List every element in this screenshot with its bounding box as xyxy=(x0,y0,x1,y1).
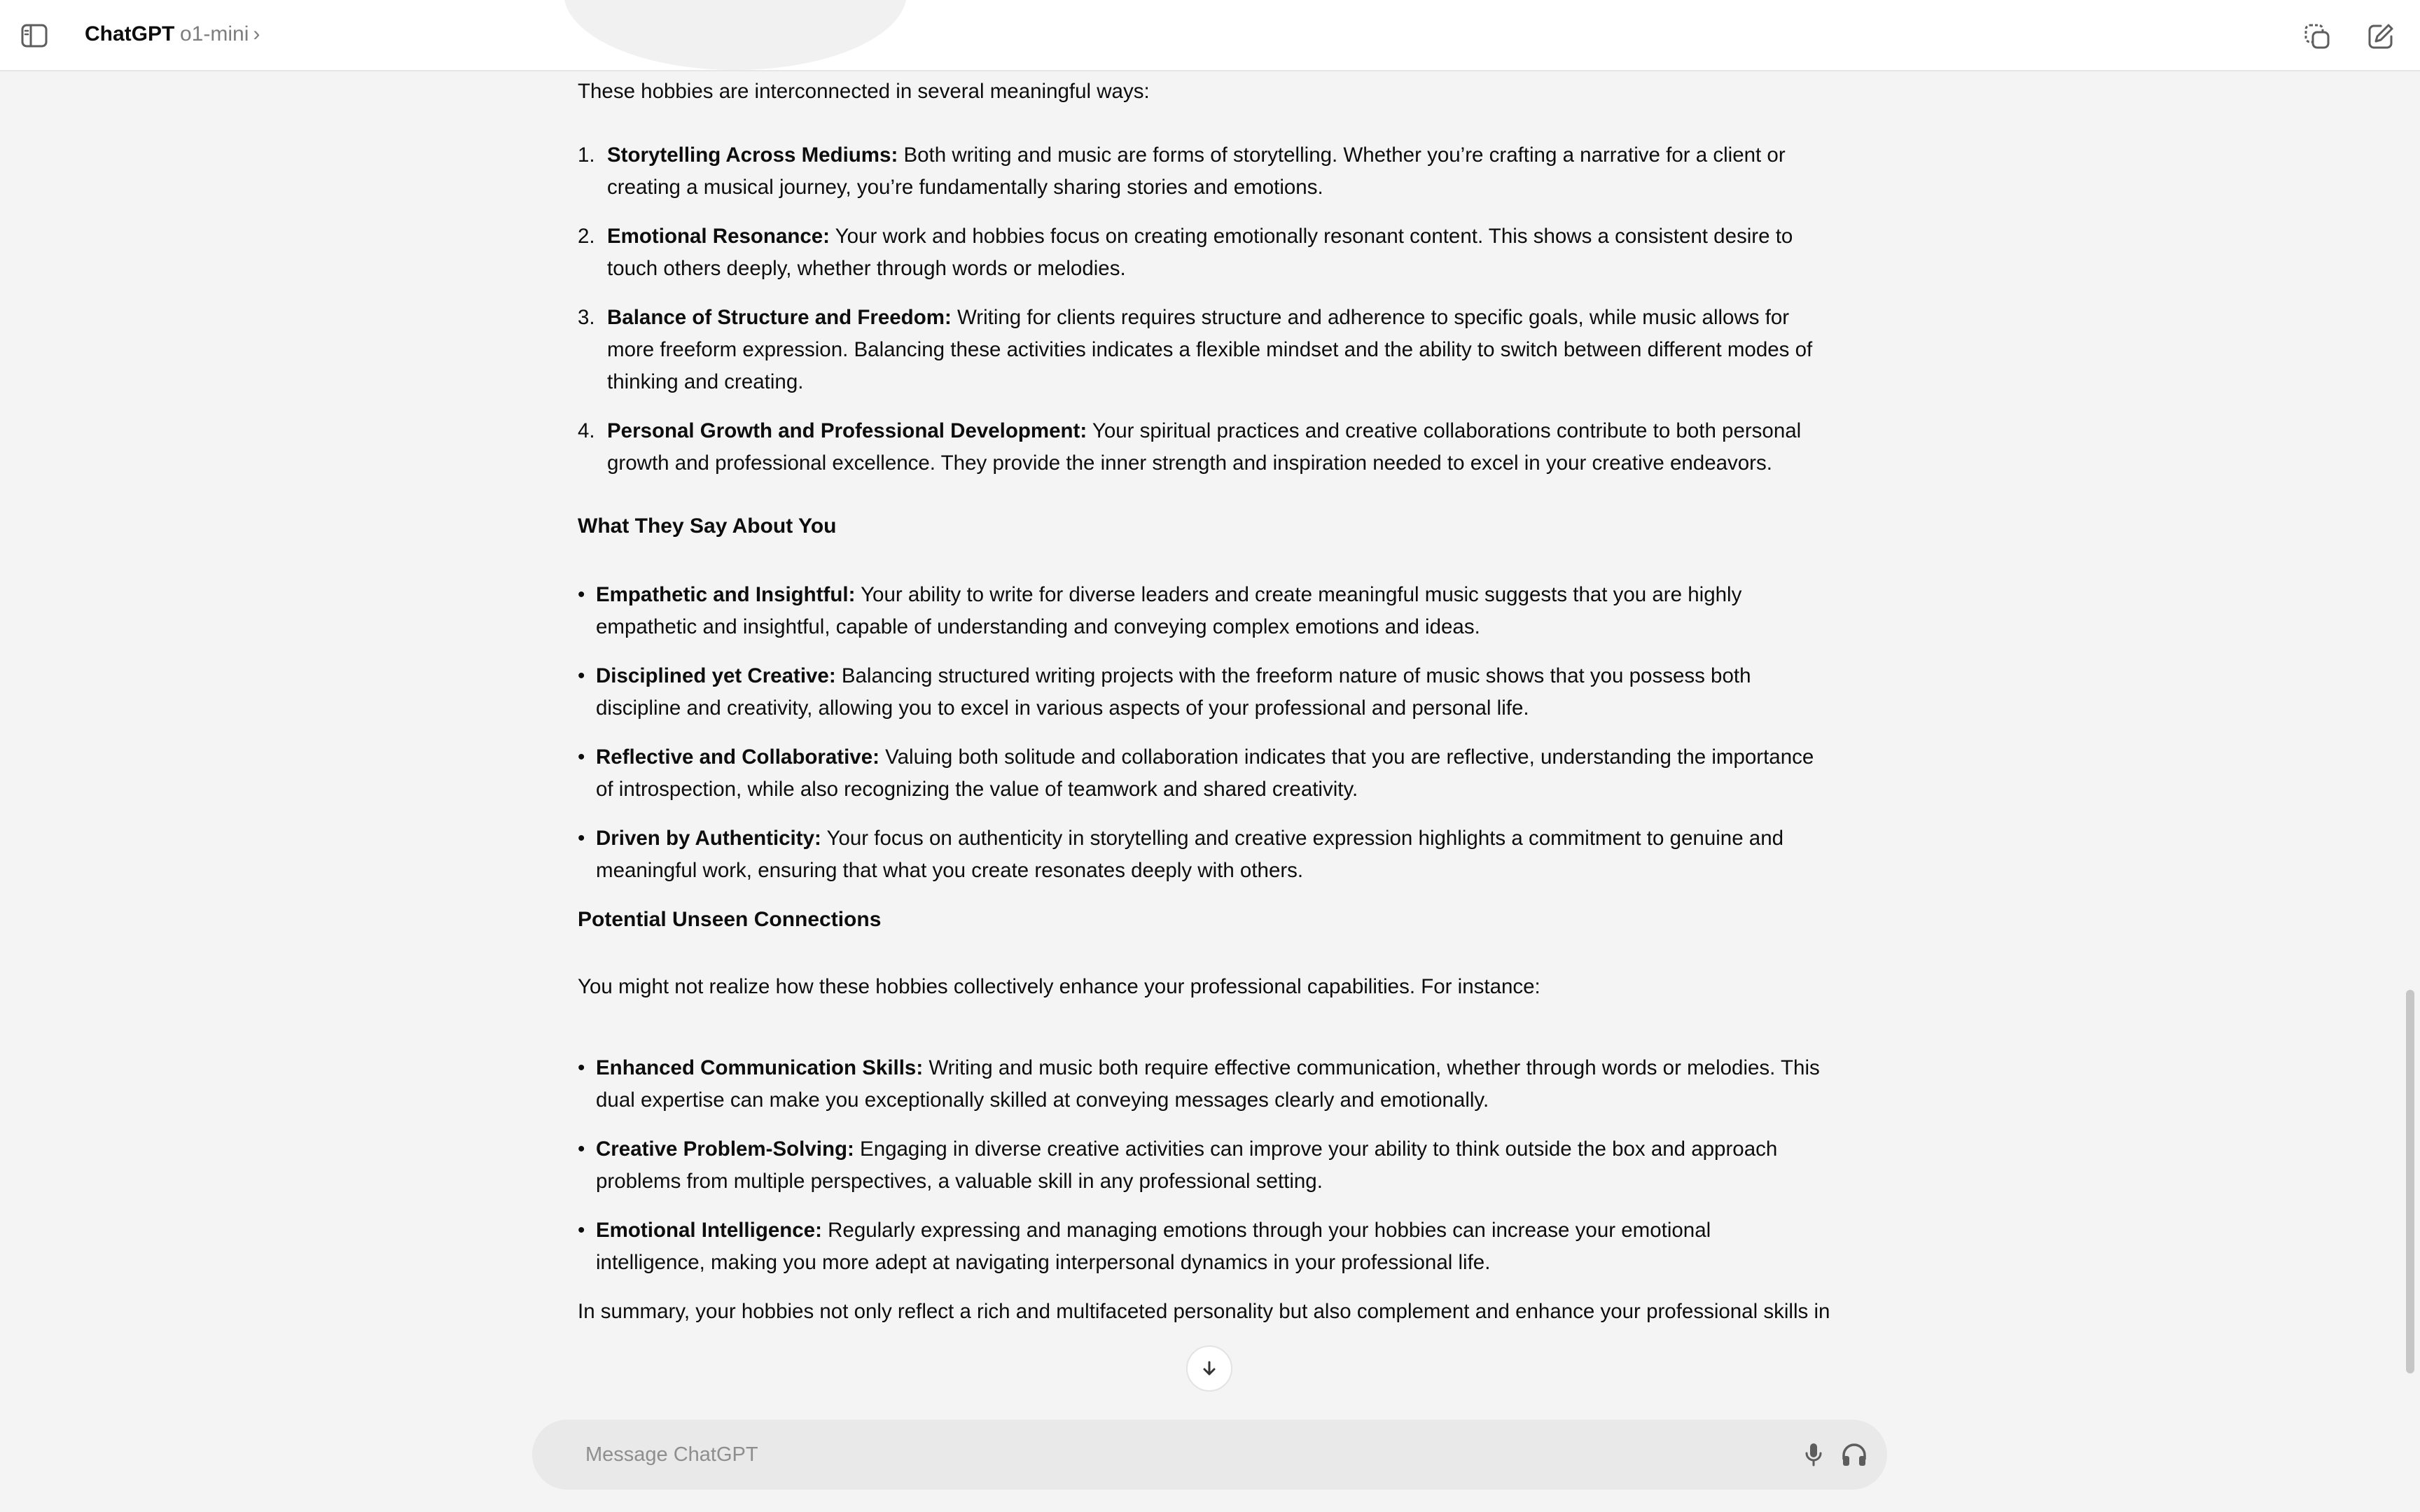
section-intro-paragraph: You might not realize how these hobbies collectively enhance your professional capabilities. For instance: xyxy=(578,975,1541,998)
item-text: Your spiritual practices and creative collaborations contribute to both personal growth and professional excellence. They provide the inner strength and inspiration needed to excel in your creative endeavors. xyxy=(607,419,1802,475)
item-heading: Enhanced Communication Skills: xyxy=(596,1056,924,1079)
list-item xyxy=(578,220,1824,285)
item-heading: Driven by Authenticity: xyxy=(596,827,821,850)
bullet-marker: • xyxy=(578,746,585,769)
bullet-marker: • xyxy=(578,1219,585,1242)
item-text: Writing for clients requires structure and adherence to specific goals, while music allows for more freeform expression. Balancing these activities indicates a flexible mindset and the ability to switch between different modes of thinking and creating. xyxy=(607,306,1813,393)
voice-mode-button[interactable] xyxy=(1840,1441,1868,1469)
item-heading: Creative Problem-Solving: xyxy=(596,1138,854,1161)
item-text: Both writing and music are forms of storytelling. Whether you’re crafting a narrative for a client or creating a musical journey, you’re fundamentally sharing stories and emotions. xyxy=(607,144,1786,199)
list-item xyxy=(578,1214,1824,1279)
list-number: 4. xyxy=(578,419,595,442)
bullet-list-traits xyxy=(578,579,1824,887)
list-number: 3. xyxy=(578,306,595,329)
list-item xyxy=(578,1133,1824,1198)
list-number: 2. xyxy=(578,225,595,248)
summary-paragraph: In summary, your hobbies not only reflect a rich and multifaceted personality but also complement and enhance your professional skills in xyxy=(578,1300,1830,1323)
microphone-icon xyxy=(1804,1442,1823,1467)
list-item xyxy=(578,822,1824,887)
section-heading-what-they-say: What They Say About You xyxy=(578,514,837,538)
list-number: 1. xyxy=(578,144,595,167)
section-heading-unseen-connections: Potential Unseen Connections xyxy=(578,908,882,931)
headphones-icon xyxy=(1841,1442,1868,1467)
temporary-chat-button[interactable] xyxy=(2302,21,2332,52)
item-text: Balancing structured writing projects with the freeform nature of music shows that you possess both discipline and creativity, allowing you to excel in various aspects of your professional and personal life. xyxy=(596,664,1751,720)
scrollbar-thumb[interactable] xyxy=(2406,990,2414,1373)
bullet-list-connections xyxy=(578,1052,1824,1279)
list-item xyxy=(578,302,1824,398)
sidebar-toggle-icon xyxy=(21,24,48,48)
new-chat-button[interactable] xyxy=(2365,21,2396,52)
list-item xyxy=(578,579,1824,643)
list-item xyxy=(578,1052,1824,1116)
item-text: Regularly expressing and managing emotions through your hobbies can increase your emotional intelligence, making you more adept at navigating interpersonal dynamics in your professional life. xyxy=(596,1219,1711,1274)
item-heading: Disciplined yet Creative: xyxy=(596,664,836,687)
sidebar-toggle-button[interactable] xyxy=(20,22,49,50)
message-input[interactable] xyxy=(585,1438,1608,1471)
new-chat-icon xyxy=(2367,22,2395,50)
item-text: Valuing both solitude and collaboration indicates that you are reflective, understanding the importance of introspection, while also recognizing the value of teamwork and shared creativity. xyxy=(596,746,1814,801)
app-title: ChatGPT xyxy=(85,22,175,46)
list-item xyxy=(578,741,1824,806)
bullet-marker: • xyxy=(578,664,585,687)
intro-paragraph: These hobbies are interconnected in several meaningful ways: xyxy=(578,80,1150,103)
top-bar xyxy=(0,0,2420,71)
dictate-button[interactable] xyxy=(1800,1441,1828,1469)
list-item xyxy=(578,660,1824,724)
temporary-chat-icon xyxy=(2303,22,2331,50)
scroll-to-bottom-button[interactable] xyxy=(1186,1345,1232,1392)
item-text: Your ability to write for diverse leaders and create meaningful music suggests that you are highly empathetic and insightful, capable of understanding and conveying complex emotions and ideas. xyxy=(596,583,1742,638)
item-heading: Emotional Resonance: xyxy=(607,225,830,248)
bullet-marker: • xyxy=(578,827,585,850)
bullet-marker: • xyxy=(578,583,585,606)
item-heading: Storytelling Across Mediums: xyxy=(607,144,898,167)
item-text: Your work and hobbies focus on creating emotionally resonant content. This shows a consistent desire to touch others deeply, whether through words or melodies. xyxy=(607,225,1793,280)
assistant-message xyxy=(578,76,1830,1328)
model-selector[interactable] xyxy=(180,22,260,46)
item-text: Writing and music both require effective communication, whether through words or melodies. This dual expertise can make you exceptionally skilled at conveying messages clearly and emotionally. xyxy=(596,1056,1820,1112)
message-composer xyxy=(532,1420,1887,1490)
model-name-label: o1-mini xyxy=(180,22,249,46)
numbered-list xyxy=(578,139,1824,479)
item-heading: Emotional Intelligence: xyxy=(596,1219,822,1242)
item-heading: Balance of Structure and Freedom: xyxy=(607,306,952,329)
item-heading: Reflective and Collaborative: xyxy=(596,746,879,769)
bullet-marker: • xyxy=(578,1138,585,1161)
list-item xyxy=(578,415,1824,479)
bullet-marker: • xyxy=(578,1056,585,1079)
item-heading: Personal Growth and Professional Development: xyxy=(607,419,1087,442)
item-text: Engaging in diverse creative activities can improve your ability to think outside the box and approach problems from multiple perspectives, a valuable skill in any professional setting. xyxy=(596,1138,1778,1193)
list-item xyxy=(578,139,1824,204)
item-text: Your focus on authenticity in storytelling and creative expression highlights a commitment to genuine and meaningful work, ensuring that what you create resonates deeply with others. xyxy=(596,827,1784,882)
chevron-right-icon: › xyxy=(253,22,260,46)
arrow-down-icon xyxy=(1200,1359,1218,1378)
item-heading: Empathetic and Insightful: xyxy=(596,583,856,606)
